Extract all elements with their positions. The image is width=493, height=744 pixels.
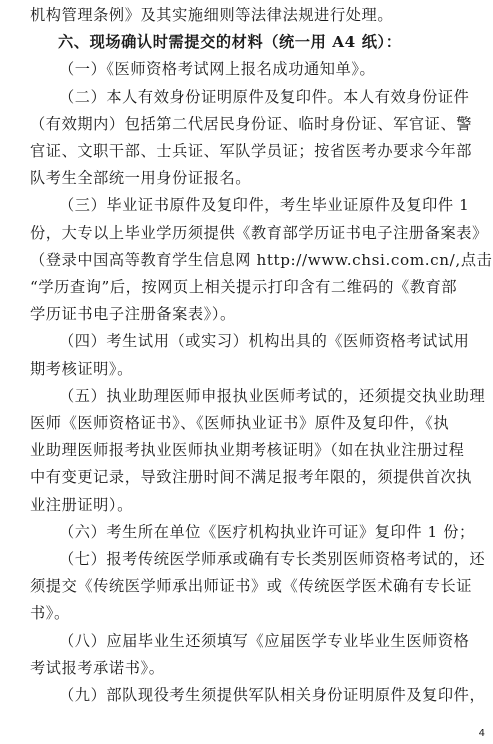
list-item: （一）《医师资格考试网上报名成功通知单》。 — [59, 60, 376, 79]
text-line: 份，大专以上毕业学历须提供《教育部学历证书电子注册备案表》 — [30, 223, 488, 242]
text-line: （有效期内）包括第二代居民身份证、临时身份证、军官证、警 — [30, 114, 473, 133]
page-number: 4 — [478, 728, 485, 739]
text-line: 学历证书电子注册备案表》）。 — [30, 305, 236, 324]
list-item: （三）毕业证书原件及复印件，考生毕业证原件及复印件 1 — [59, 196, 470, 215]
text-line: 须提交《传统医学师承出师证书》或《传统医学医术确有专长证 — [30, 577, 473, 596]
text-line: 队考生全部统一用身份证报名。 — [30, 169, 252, 188]
text-line: 考试报考承诺书》。 — [30, 658, 165, 677]
list-item: （八）应届毕业生还须填写《应届医学专业毕业生医师资格 — [59, 631, 470, 650]
text-line: 书》。 — [30, 604, 70, 623]
text-line: 业注册证明）。 — [30, 495, 133, 514]
list-item: （九）部队现役考生须提供军队相关身份证明原件及复印件， — [59, 686, 486, 704]
list-item: （四）考生试用（或实习）机构出具的《医师资格考试试用 — [59, 332, 470, 351]
text-line: 官证、文职干部、士兵证、军队学员证；按省医考办要求今年部 — [30, 142, 473, 160]
text-line: 中有变更记录，导致注册时间不满足报考年限的，须提供首次执 — [30, 468, 473, 487]
list-item: （五）执业助理医师申报执业医师考试的，还须提交执业助理 — [59, 386, 486, 405]
list-item: （二）本人有效身份证明原件及复印件。本人有效身份证件 — [59, 87, 470, 106]
list-item: （七）报考传统医学师承或确有专长类别医师资格考试的，还 — [59, 550, 486, 568]
text-line: 医师《医师资格证书》、《医师执业证书》原件及复印件，《执 — [30, 414, 450, 432]
text-line: （登录中国高等教育学生信息网 http://www.chsi.com.cn/,点击 — [30, 250, 493, 269]
text-line: “学历查询”后，按网页上相关提示打印含有二维码的《教育部 — [30, 278, 458, 296]
text-line: 业助理医师报考执业医师执业期考核证明》（如在执业注册过程 — [30, 441, 465, 460]
section-heading: 六、现场确认时需提交的材料（统一用 A4 纸）： — [58, 33, 402, 52]
text-line: 期考核证明》。 — [30, 359, 133, 378]
list-item: （六）考生所在单位《医疗机构执业许可证》复印件 1 份； — [59, 522, 475, 541]
text-line: 机构管理条例》及其实施细则等法律法规进行处理。 — [30, 6, 394, 24]
